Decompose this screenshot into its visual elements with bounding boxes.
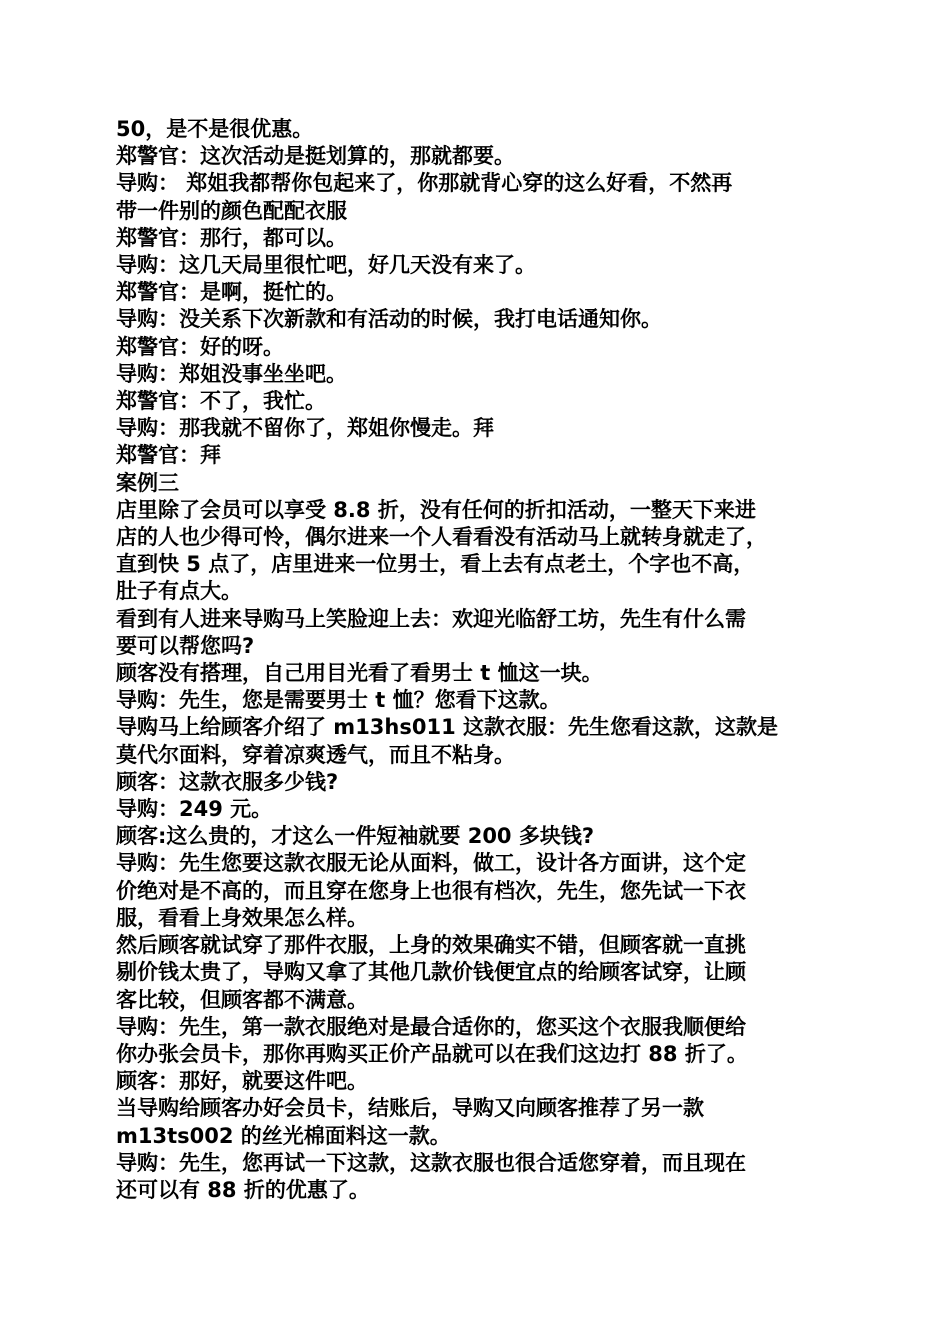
- text-line: 顾客：那好，就要这件吧。: [116, 1069, 368, 1094]
- text-line: 当导购给顾客办好会员卡，结账后，导购又向顾客推荐了另一款: [116, 1096, 704, 1121]
- text-line: 店里除了会员可以享受 8.8 折，没有任何的折扣活动，一整天下来进: [116, 497, 756, 522]
- text-line: 还可以有 88 折的优惠了。: [116, 1177, 370, 1202]
- section-heading: 案例三: [116, 470, 179, 495]
- text-line: 郑警官：不了，我忙。: [116, 389, 326, 414]
- text-line: 50，是不是很优惠。: [116, 117, 314, 141]
- text-line: 郑警官：好的呀。: [116, 334, 284, 359]
- text-line: 顾客：这款衣服多少钱?: [116, 769, 339, 794]
- text-line: 剔价钱太贵了，导购又拿了其他几款价钱便宜点的给顾客试穿，让顾: [116, 960, 746, 985]
- text-line: 顾客:这么贵的，才这么一件短袖就要 200 多块钱?: [116, 824, 595, 849]
- text-line: m13ts002 的丝光棉面料这一款。: [116, 1123, 451, 1148]
- text-line: 导购：先生，您是需要男士 t 恤？您看下这款。: [116, 688, 561, 713]
- text-line: 莫代尔面料，穿着凉爽透气，而且不粘身。: [116, 742, 515, 767]
- text-line: 郑警官：拜: [116, 443, 221, 468]
- text-line: 郑警官：是啊，挺忙的。: [116, 280, 347, 305]
- text-line: 你办张会员卡，那你再购买正价产品就可以在我们这边打 88 折了。: [116, 1041, 748, 1066]
- text-line: 价绝对是不高的，而且穿在您身上也很有档次，先生，您先试一下衣: [116, 878, 746, 903]
- text-line: 店的人也少得可怜，偶尔进来一个人看看没有活动马上就转身就走了，: [116, 525, 767, 550]
- text-line: 客比较，但顾客都不满意。: [116, 987, 368, 1012]
- text-line: 导购马上给顾客介绍了 m13hs011 这款衣服：先生您看这款，这款是: [116, 715, 779, 740]
- text-line: 郑警官：这次活动是挺划算的，那就都要。: [116, 144, 515, 169]
- text-line: 肚子有点大。: [116, 579, 242, 604]
- text-line: 带一件别的颜色配配衣服: [116, 198, 347, 223]
- text-line: 导购：没关系下次新款和有活动的时候，我打电话通知你。: [116, 307, 662, 332]
- text-line: 看到有人进来导购马上笑脸迎上去：欢迎光临舒工坊，先生有什么需: [116, 606, 746, 631]
- text-line: 然后顾客就试穿了那件衣服，上身的效果确实不错，但顾客就一直挑: [116, 933, 746, 958]
- text-line: 服，看看上身效果怎么样。: [116, 905, 368, 930]
- text-line: 导购：先生，您再试一下这款，这款衣服也很合适您穿着，而且现在: [116, 1150, 746, 1175]
- text-line: 顾客没有搭理，自己用目光看了看男士 t 恤这一块。: [116, 661, 603, 686]
- text-line: 导购： 郑姐我都帮你包起来了，你那就背心穿的这么好看，不然再: [116, 171, 733, 196]
- text-line: 要可以帮您吗?: [116, 633, 255, 658]
- text-line: 导购：先生您要这款衣服无论从面料，做工，设计各方面讲，这个定: [116, 851, 746, 876]
- document-page: [116, 116, 846, 1204]
- text-line: 导购：先生，第一款衣服绝对是最合适你的，您买这个衣服我顺便给: [116, 1014, 746, 1039]
- text-line: 导购：那我就不留你了，郑姐你慢走。拜: [116, 416, 494, 441]
- text-line: 郑警官：那行，都可以。: [116, 225, 347, 250]
- text-line: 导购：249 元。: [116, 797, 273, 822]
- text-line: 导购：郑姐没事坐坐吧。: [116, 361, 347, 386]
- text-line: 直到快 5 点了，店里进来一位男士，看上去有点老土，个字也不高，: [116, 552, 755, 577]
- text-line: 导购：这几天局里很忙吧，好几天没有来了。: [116, 253, 536, 278]
